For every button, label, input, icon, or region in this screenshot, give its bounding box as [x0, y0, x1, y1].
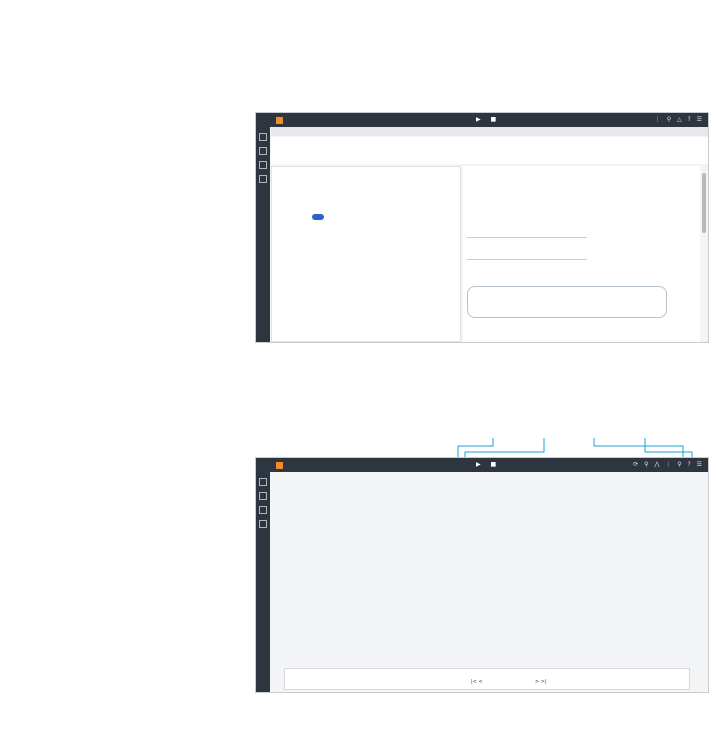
- report-icon-2[interactable]: [259, 520, 267, 528]
- app-logo-2: [276, 462, 283, 469]
- sidebar-2: [256, 472, 270, 692]
- pagination: [284, 668, 690, 690]
- toolbar-icons[interactable]: ⋮ ⚲ △ ? ☰: [654, 116, 704, 123]
- results-window: [255, 457, 709, 693]
- page-nav-forward[interactable]: > >|: [535, 679, 547, 685]
- title-bar-2: [256, 458, 708, 472]
- method-icon-2[interactable]: [259, 478, 267, 486]
- book-icon-2[interactable]: [259, 506, 267, 514]
- page-nav-back[interactable]: |< <: [471, 679, 483, 685]
- settings-icon-2[interactable]: [259, 492, 267, 500]
- run-controls[interactable]: ▶ ■: [476, 116, 501, 123]
- run-controls-2[interactable]: ▶ ■: [476, 461, 501, 468]
- toolbar-icons-2[interactable]: ⟳ ⚲ ⋀ ⋮ ⚲ ? ☰: [633, 461, 704, 468]
